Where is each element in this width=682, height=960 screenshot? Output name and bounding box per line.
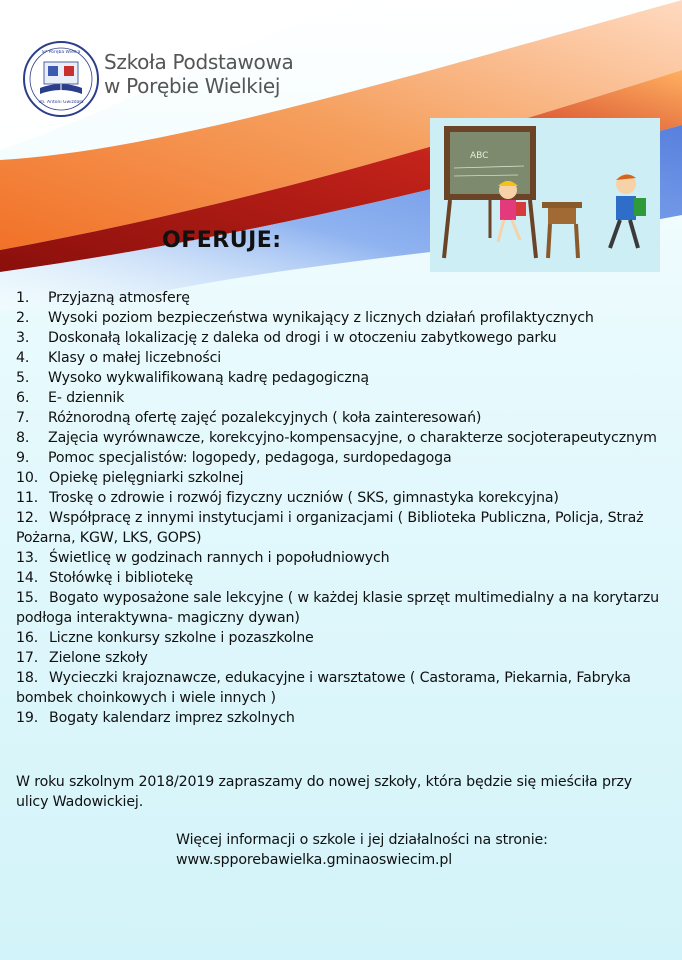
list-item-number: 6.	[16, 390, 30, 406]
offers-list	[16, 288, 676, 728]
list-item-text: Pomoc specjalistów: logopedy, pedagoga, surdopedagoga	[48, 450, 452, 466]
list-item	[16, 568, 676, 588]
list-item	[16, 488, 676, 508]
list-item-text: Troskę o zdrowie i rozwój fizyczny uczniów ( SKS, gimnastyka korekcyjna)	[49, 490, 559, 506]
school-logo	[22, 40, 100, 118]
list-item-text: Stołówkę i bibliotekę	[49, 570, 194, 586]
list-item-text: Wysoki poziom bezpieczeństwa wynikający z licznych działań profilaktycznych	[48, 310, 594, 326]
list-item-text: Współpracę z innymi instytucjami i organizacjami ( Biblioteka Publiczna, Policja, Straż Pożarna, KGW, LKS, GOPS)	[16, 510, 644, 546]
school-name-line2: w Porębie Wielkiej	[104, 74, 281, 98]
list-item-number: 5.	[16, 370, 30, 386]
list-item	[16, 368, 676, 388]
list-item-text: Liczne konkursy szkolne i pozaszkolne	[49, 630, 314, 646]
offer-heading: OFERUJE:	[162, 228, 282, 253]
list-item-number: 7.	[16, 410, 30, 426]
list-item-text: Bogaty kalendarz imprez szkolnych	[49, 710, 295, 726]
list-item-number: 14.	[16, 570, 39, 586]
list-item-text: Opiekę pielęgniarki szkolnej	[49, 470, 244, 486]
list-item	[16, 468, 676, 488]
list-item-text: Doskonałą lokalizację z daleka od drogi i w otoczeniu zabytkowego parku	[48, 330, 557, 346]
info-text: Więcej informacji o szkole i jej działalności na stronie:	[176, 832, 548, 848]
website-link[interactable]: www.spporebawielka.gminaoswiecim.pl	[176, 852, 453, 868]
list-item-text: E- dziennik	[48, 390, 125, 406]
list-item-number: 12.	[16, 510, 39, 526]
list-item-number: 3.	[16, 330, 30, 346]
list-item-text: Zielone szkoły	[49, 650, 148, 666]
list-item-number: 19.	[16, 710, 39, 726]
list-item-text: Bogato wyposażone sale lekcyjne ( w każdej klasie sprzęt multimedialny a na korytarzu podłoga interaktywna- magiczny dywan)	[16, 590, 659, 626]
list-item-number: 1.	[16, 290, 30, 306]
logo-text-top: SP Poręba Wielka	[41, 50, 81, 55]
list-item-number: 4.	[16, 350, 30, 366]
list-item	[16, 508, 676, 548]
list-item-number: 13.	[16, 550, 39, 566]
list-item-number: 16.	[16, 630, 39, 646]
list-item-number: 2.	[16, 310, 30, 326]
list-item	[16, 708, 676, 728]
list-item	[16, 448, 676, 468]
list-item-text: Różnorodną ofertę zajęć pozalekcyjnych ( koła zainteresowań)	[48, 410, 482, 426]
list-item	[16, 408, 676, 428]
list-item	[16, 348, 676, 368]
list-item	[16, 588, 676, 628]
list-item-number: 17.	[16, 650, 39, 666]
list-item-number: 18.	[16, 670, 39, 686]
school-name	[104, 50, 294, 98]
list-item-number: 15.	[16, 590, 39, 606]
list-item-number: 8.	[16, 430, 30, 446]
clipart-children-chalkboard	[430, 118, 660, 272]
list-item-number: 9.	[16, 450, 30, 466]
list-item-number: 11.	[16, 490, 39, 506]
logo-text-bottom: im. Antoni Gwizdała	[38, 100, 84, 105]
list-item	[16, 548, 676, 568]
list-item	[16, 388, 676, 408]
board-text: ABC	[470, 151, 489, 161]
list-item	[16, 668, 676, 708]
list-item-text: Świetlicę w godzinach rannych i popołudniowych	[49, 550, 390, 566]
list-item-text: Zajęcia wyrównawcze, korekcyjno-kompensacyjne, o charakterze socjoterapeutycznym	[48, 430, 657, 446]
list-item	[16, 308, 676, 328]
list-item	[16, 328, 676, 348]
announcement-text: W roku szkolnym 2018/2019 zapraszamy do nowej szkoły, która będzie się mieściła przy ulicy Wadowickiej.	[16, 774, 633, 810]
info-block	[176, 830, 548, 870]
list-item-text: Wysoko wykwalifikowaną kadrę pedagogiczną	[48, 370, 369, 386]
list-item-text: Przyjazną atmosferę	[48, 290, 190, 306]
list-item	[16, 648, 676, 668]
list-item-number: 10.	[16, 470, 39, 486]
list-item-text: Wycieczki krajoznawcze, edukacyjne i warsztatowe ( Castorama, Piekarnia, Fabryka bombek choinkowych i wiele innych )	[16, 670, 631, 706]
list-item-text: Klasy o małej liczebności	[48, 350, 222, 366]
list-item	[16, 628, 676, 648]
children-chalkboard-illustration	[430, 118, 660, 272]
list-item	[16, 428, 676, 448]
list-item	[16, 288, 676, 308]
school-name-line1: Szkoła Podstawowa	[104, 50, 294, 74]
